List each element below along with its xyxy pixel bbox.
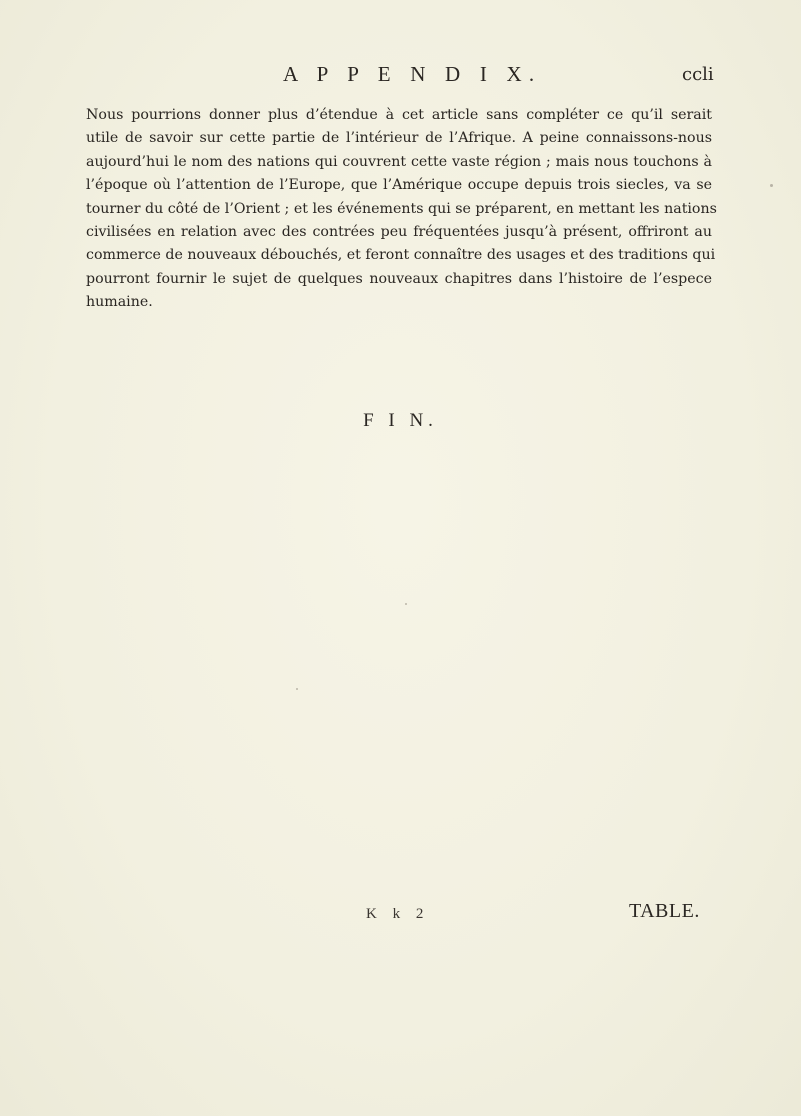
text-line: pourront fournir le sujet de quelques nouveaux chapitres dans l’histoire de l’espece bbox=[86, 270, 712, 287]
text-line: Nous pourrions donner plus d’étendue à cet article sans compléter ce qu’il serait bbox=[86, 107, 712, 123]
text-line: humaine. bbox=[86, 294, 153, 311]
catchword: TABLE. bbox=[629, 900, 700, 922]
signature-mark: K k 2 bbox=[366, 906, 430, 922]
fin-label: F I N. bbox=[363, 410, 438, 431]
text-line: commerce de nouveaux débouchés, et feront connaître des usages et des traditions qui bbox=[86, 247, 716, 264]
page-number: ccli bbox=[682, 64, 714, 85]
running-title: A P P E N D I X. bbox=[283, 62, 542, 86]
running-head bbox=[0, 62, 801, 92]
text-line: tourner du côté de l’Orient ; et les événements qui se préparent, en mettant les nations bbox=[86, 200, 717, 217]
paper-speck bbox=[405, 603, 407, 605]
text-line: civilisées en relation avec des contrées peu fréquentées jusqu’à présent, offriront au bbox=[86, 224, 712, 241]
body-paragraph bbox=[86, 104, 717, 315]
paper-speck bbox=[770, 184, 773, 187]
text-line: utile de savoir sur cette partie de l’intérieur de l’Afrique. A peine connaissons-nous bbox=[86, 130, 712, 147]
text-line: l’époque où l’attention de l’Europe, que l’Amérique occupe depuis trois siecles, va se bbox=[86, 177, 712, 194]
paper-speck bbox=[296, 688, 298, 690]
text-line: aujourd’hui le nom des nations qui couvrent cette vaste région ; mais nous touchons à bbox=[86, 153, 712, 170]
